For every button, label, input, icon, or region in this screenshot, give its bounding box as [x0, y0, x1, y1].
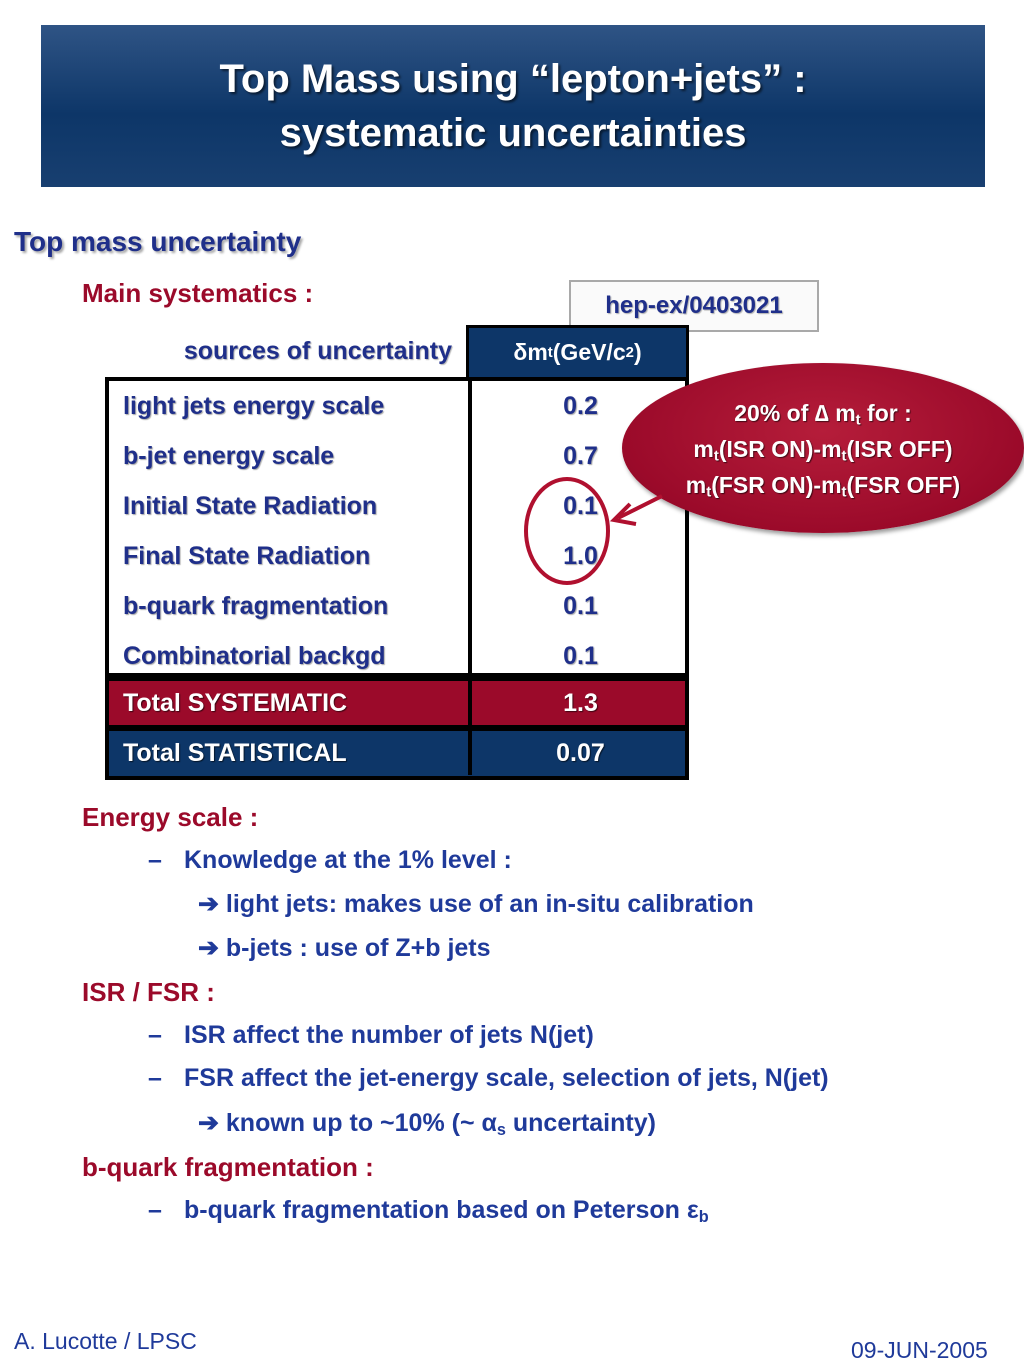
total-statistical-label: Total STATISTICAL	[123, 739, 347, 767]
bquark-item-1	[184, 1196, 709, 1227]
isr-fsr-item-1: ISR affect the number of jets N(jet)	[184, 1021, 594, 1049]
total-systematic-value: 1.3	[468, 681, 689, 725]
energy-scale-label: Energy scale :	[82, 802, 259, 832]
isr-fsr-label: ISR / FSR :	[82, 977, 215, 1007]
row-value: 0.7	[563, 442, 598, 470]
total-statistical-row	[105, 727, 689, 780]
energy-scale-arrow-2	[198, 933, 491, 963]
isr-fsr-item-2: FSR affect the jet-energy scale, selection of jets, N(jet)	[184, 1064, 829, 1092]
callout-1-post: for :	[860, 400, 912, 426]
callout-3-e: (FSR OFF)	[846, 472, 961, 498]
energy-scale-item-1: Knowledge at the 1% level :	[184, 846, 512, 874]
row-source: b-quark fragmentation	[123, 592, 389, 620]
bullet-dash: –	[148, 1196, 162, 1224]
total-systematic-row	[105, 677, 689, 729]
title-line-1: Top Mass using “lepton+jets” :	[219, 57, 807, 101]
table-row	[109, 481, 693, 531]
table-row	[109, 581, 693, 631]
callout-2-e: (ISR OFF)	[846, 436, 953, 462]
col-header-post: )	[633, 339, 642, 365]
row-source: Combinatorial backgd	[123, 642, 386, 670]
row-source: light jets energy scale	[123, 392, 385, 420]
total-statistical-value: 0.07	[468, 731, 689, 775]
callout-3-a: m	[685, 472, 707, 498]
title-line-2: systematic uncertainties	[279, 111, 747, 155]
callout-1-sub: t	[855, 411, 861, 429]
bullet-dash: –	[148, 1064, 162, 1092]
row-source: Final State Radiation	[123, 542, 371, 570]
arrow-icon: ➔	[198, 934, 219, 962]
bquark-item-sub: b	[698, 1208, 709, 1227]
callout-line-1	[622, 400, 1024, 429]
reference-text: hep-ex/0403021	[605, 292, 783, 319]
isr-fsr-arrow-sub: s	[496, 1121, 506, 1140]
row-value: 0.1	[563, 592, 598, 620]
table-body	[105, 377, 689, 677]
callout-2-c: (ISR ON)-m	[718, 436, 842, 462]
callout-1-pre: 20% of ∆ m	[734, 400, 856, 426]
col-header-sub: t	[547, 344, 553, 361]
row-value: 1.0	[563, 542, 598, 570]
isr-fsr-arrow-1	[198, 1108, 656, 1140]
callout-2-d: t	[841, 447, 847, 465]
callout-2-b: t	[713, 447, 719, 465]
callout-3-b: t	[706, 483, 712, 501]
energy-scale-arrow-1	[198, 889, 754, 919]
bquark-label: b-quark fragmentation :	[82, 1152, 374, 1182]
callout-line-3	[622, 472, 1024, 501]
row-value: 0.2	[563, 392, 598, 420]
callout-3-c: (FSR ON)-m	[711, 472, 842, 498]
footer-date: 09-JUN-2005	[851, 1337, 988, 1363]
energy-scale-arrow-2-text: b-jets : use of Z+b jets	[225, 934, 491, 962]
title-banner	[41, 25, 985, 187]
energy-scale-arrow-1-text: light jets: makes use of an in-situ calibration	[225, 890, 754, 918]
col-header-delta-mt	[466, 325, 689, 377]
isr-fsr-arrow-pre: known up to ~10% (~ α	[225, 1109, 497, 1137]
arrow-icon: ➔	[198, 890, 219, 918]
bullet-dash: –	[148, 846, 162, 874]
table-row	[109, 531, 693, 581]
section-heading: Top mass uncertainty	[14, 226, 302, 257]
callout-2-a: m	[693, 436, 714, 462]
row-value: 0.1	[563, 492, 598, 520]
bullet-dash: –	[148, 1021, 162, 1049]
row-value: 0.1	[563, 642, 598, 670]
col-header-sources: sources of uncertainty	[183, 336, 452, 365]
callout-line-2	[622, 436, 1024, 465]
col-header-sup: 2	[625, 344, 634, 361]
table-row	[109, 631, 693, 681]
uncertainty-table	[105, 325, 689, 780]
total-systematic-label: Total SYSTEMATIC	[123, 689, 348, 717]
arrow-icon: ➔	[198, 1109, 219, 1137]
table-row	[109, 431, 693, 481]
table-row	[109, 381, 693, 431]
row-source: b-jet energy scale	[123, 442, 335, 470]
bquark-item-pre: b-quark fragmentation based on Peterson ε	[184, 1196, 699, 1224]
isr-fsr-arrow-post: uncertainty)	[505, 1109, 656, 1137]
callout-3-d: t	[841, 483, 847, 501]
main-systematics-label: Main systematics :	[82, 278, 314, 308]
col-header-mid: (GeV/c	[552, 339, 626, 365]
row-source: Initial State Radiation	[123, 492, 378, 520]
col-header-pre: δm	[513, 339, 548, 365]
footer-author: A. Lucotte / LPSC	[14, 1328, 197, 1354]
